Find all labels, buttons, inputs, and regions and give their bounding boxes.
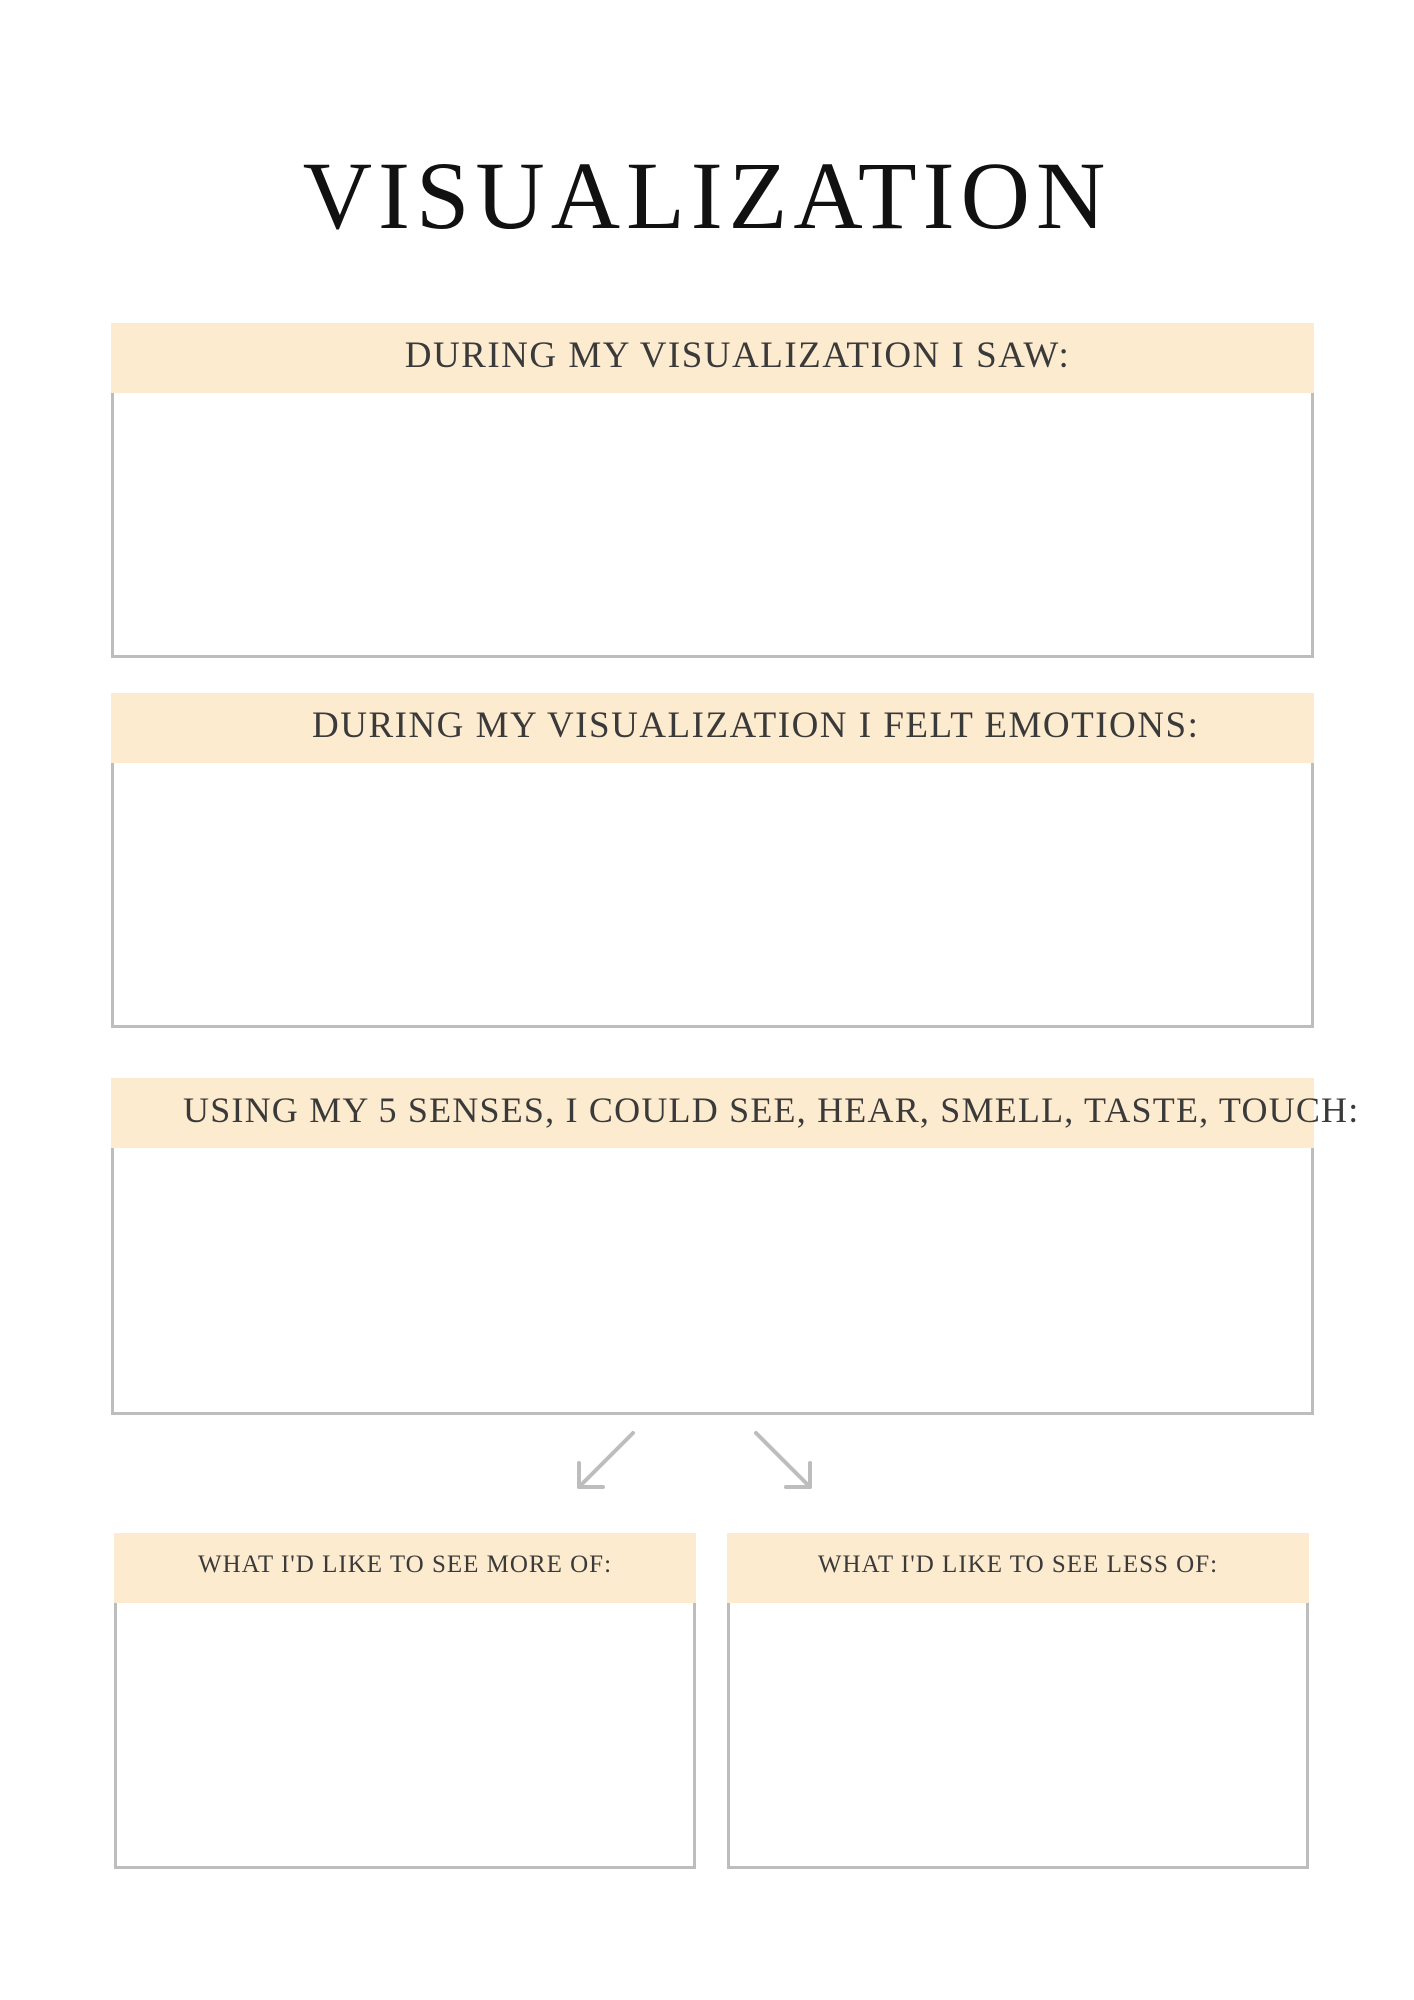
emotions-writing-box[interactable] <box>111 742 1314 1028</box>
less-label: WHAT I'D LIKE TO SEE LESS OF: <box>817 1551 1219 1578</box>
arrow-down-right-icon <box>748 1425 828 1495</box>
arrow-down-left-icon <box>565 1425 645 1495</box>
page-title: VISUALIZATION <box>302 142 1112 249</box>
emotions-label: DURING MY VISUALIZATION I FELT EMOTIONS: <box>312 705 1200 746</box>
less-writing-box[interactable] <box>727 1582 1309 1869</box>
saw-writing-box[interactable] <box>111 372 1314 658</box>
senses-label: USING MY 5 SENSES, I COULD SEE, HEAR, SMELL, TASTE, TOUCH: <box>183 1090 1360 1130</box>
more-label: WHAT I'D LIKE TO SEE MORE OF: <box>197 1551 613 1578</box>
saw-label: DURING MY VISUALIZATION I SAW: <box>404 335 1071 376</box>
senses-writing-box[interactable] <box>111 1127 1314 1415</box>
more-writing-box[interactable] <box>114 1582 696 1869</box>
